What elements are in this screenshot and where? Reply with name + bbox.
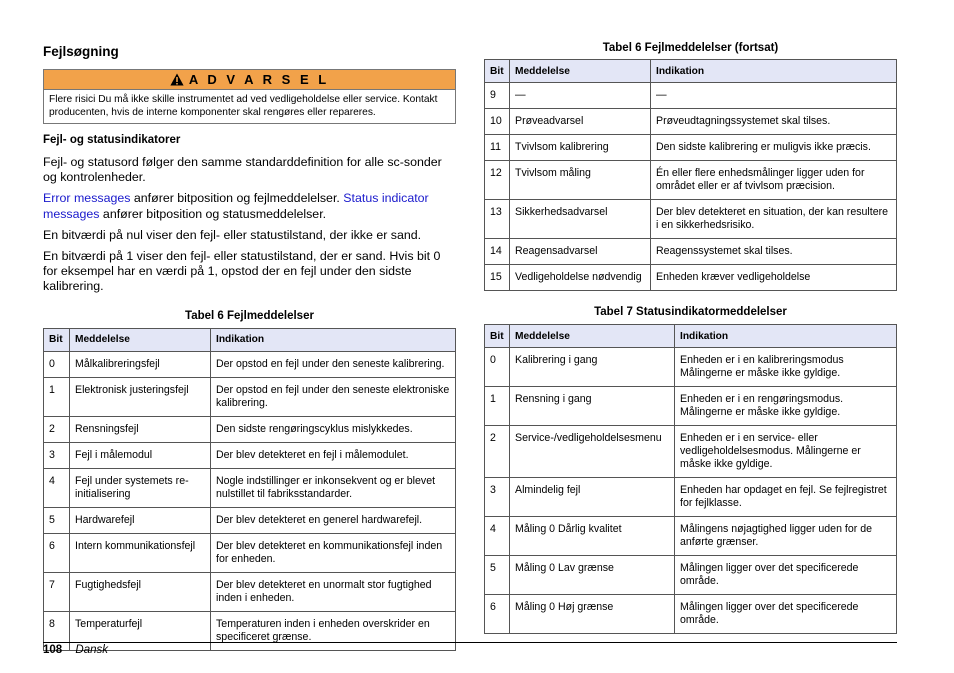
cell-bit: 12 bbox=[485, 161, 510, 200]
table-row bbox=[485, 239, 897, 265]
cell-bit: 13 bbox=[485, 200, 510, 239]
table7 bbox=[484, 324, 897, 634]
warning-triangle-icon bbox=[170, 73, 184, 86]
cell-bit: 6 bbox=[44, 533, 70, 572]
paragraph-1: Fejl- og statusord følger den samme standarddefinition for alle sc-sonder og kontrolenheder. bbox=[43, 155, 442, 185]
cell-message: Fejl under systemets re-initialisering bbox=[70, 468, 211, 507]
footer-language: Dansk bbox=[75, 644, 108, 656]
cell-bit: 1 bbox=[485, 387, 510, 426]
cell-message: Tvivlsom kalibrering bbox=[510, 135, 651, 161]
cell-bit: 3 bbox=[44, 442, 70, 468]
cell-message: Måling 0 Høj grænse bbox=[510, 595, 675, 634]
cell-indication: Nogle indstillinger er inkonsekvent og er blevet nulstillet til fabriksstandarder. bbox=[211, 468, 456, 507]
paragraph-2-mid: anfører bitposition og fejlmeddelelser. bbox=[130, 191, 344, 206]
cell-indication: Reagenssystemet skal tilses. bbox=[651, 239, 897, 265]
table-row bbox=[485, 109, 897, 135]
cell-indication: Én eller flere enhedsmålinger ligger uden for området eller er af tvivlsom præcision. bbox=[651, 161, 897, 200]
table-row bbox=[44, 377, 456, 416]
cell-indication: Den sidste rengøringscyklus mislykkedes. bbox=[211, 416, 456, 442]
cell-message: Intern kommunikationsfejl bbox=[70, 533, 211, 572]
header-indication: Indikation bbox=[651, 60, 897, 83]
paragraph-4: En bitværdi på 1 viser den fejl- eller statustilstand, der er sand. Hvis bit 0 for eksempel har en værdi på 1, opstod der en fejl under den sidste kalibrering. bbox=[43, 249, 441, 294]
link-error-messages[interactable]: Error messages bbox=[43, 191, 131, 206]
table-row bbox=[485, 161, 897, 200]
header-indication: Indikation bbox=[211, 328, 456, 351]
header-indication: Indikation bbox=[675, 325, 897, 348]
cell-indication: Der blev detekteret en fejl i målemodulet. bbox=[211, 442, 456, 468]
header-bit: Bit bbox=[44, 328, 70, 351]
cell-bit: 5 bbox=[44, 507, 70, 533]
cell-indication: Der blev detekteret en unormalt stor fugtighed inden i enheden. bbox=[211, 572, 456, 611]
cell-bit: 4 bbox=[44, 468, 70, 507]
header-message: Meddelelse bbox=[510, 325, 675, 348]
table-row bbox=[44, 572, 456, 611]
cell-indication: Enheden kræver vedligeholdelse bbox=[651, 265, 897, 291]
cell-message: Vedligeholdelse nødvendig bbox=[510, 265, 651, 291]
page-footer bbox=[43, 644, 108, 656]
cell-indication: Målingen ligger over det specificerede område. bbox=[675, 556, 897, 595]
footer-divider bbox=[43, 642, 897, 643]
cell-message: Almindelig fejl bbox=[510, 478, 675, 517]
cell-bit: 3 bbox=[485, 478, 510, 517]
cell-indication: Enheden er i en service- eller vedligeholdelsesmodus. Målingerne er måske ikke gyldige. bbox=[675, 426, 897, 478]
cell-message: Måling 0 Lav grænse bbox=[510, 556, 675, 595]
cell-indication: Enheden er i en kalibreringsmodus Målingerne er måske ikke gyldige. bbox=[675, 348, 897, 387]
cell-indication: Prøveudtagningssystemet skal tilses. bbox=[651, 109, 897, 135]
section-heading: Fejlsøgning bbox=[43, 44, 119, 59]
paragraph-2-end: anfører bitposition og statusmeddelelser. bbox=[99, 206, 327, 221]
paragraph-2 bbox=[43, 191, 456, 221]
table-row bbox=[485, 426, 897, 478]
cell-bit: 11 bbox=[485, 135, 510, 161]
left-column bbox=[43, 44, 456, 651]
cell-indication: Den sidste kalibrering er muligvis ikke præcis. bbox=[651, 135, 897, 161]
cell-bit: 6 bbox=[485, 595, 510, 634]
cell-message: Fugtighedsfejl bbox=[70, 572, 211, 611]
cell-bit: 0 bbox=[485, 348, 510, 387]
table6-caption: Tabel 6 Fejlmeddelelser bbox=[185, 309, 314, 322]
table-header-row bbox=[485, 60, 897, 83]
table-row bbox=[485, 83, 897, 109]
cell-indication: Målingen ligger over det specificerede område. bbox=[675, 595, 897, 634]
cell-message: Prøveadvarsel bbox=[510, 109, 651, 135]
table-row bbox=[485, 556, 897, 595]
cell-bit: 2 bbox=[485, 426, 510, 478]
cell-indication: Enheden har opdaget en fejl. Se fejlregistret for fejlklasse. bbox=[675, 478, 897, 517]
header-bit: Bit bbox=[485, 325, 510, 348]
cell-indication: Enheden er i en rengøringsmodus. Målingerne er måske ikke gyldige. bbox=[675, 387, 897, 426]
cell-bit: 10 bbox=[485, 109, 510, 135]
table-row bbox=[44, 442, 456, 468]
table-row bbox=[44, 507, 456, 533]
table-header-row bbox=[485, 325, 897, 348]
table-row bbox=[485, 517, 897, 556]
cell-message: — bbox=[510, 83, 651, 109]
cell-bit: 2 bbox=[44, 416, 70, 442]
cell-message: Målkalibreringsfejl bbox=[70, 351, 211, 377]
right-column bbox=[484, 42, 897, 634]
cell-bit: 9 bbox=[485, 83, 510, 109]
cell-indication: Der opstod en fejl under den seneste kalibrering. bbox=[211, 351, 456, 377]
cell-message: Service-/vedligeholdelsesmenu bbox=[510, 426, 675, 478]
table6-continued bbox=[484, 59, 897, 291]
cell-message: Reagensadvarsel bbox=[510, 239, 651, 265]
cell-bit: 1 bbox=[44, 377, 70, 416]
cell-bit: 5 bbox=[485, 556, 510, 595]
table-row bbox=[485, 478, 897, 517]
cell-bit: 15 bbox=[485, 265, 510, 291]
table-row bbox=[485, 387, 897, 426]
table-row bbox=[44, 351, 456, 377]
header-message: Meddelelse bbox=[70, 328, 211, 351]
table-row bbox=[485, 135, 897, 161]
table-header-row bbox=[44, 328, 456, 351]
cell-bit: 0 bbox=[44, 351, 70, 377]
table-row bbox=[44, 468, 456, 507]
cell-bit: 8 bbox=[44, 611, 70, 650]
warning-text: Flere risici Du må ikke skille instrumentet ad ved vedligeholdelse eller service. Kontakt producenten, hvis de interne komponenter skal rengøres eller repareres. bbox=[49, 94, 438, 118]
warning-box bbox=[43, 69, 456, 124]
table-row bbox=[44, 533, 456, 572]
table-row bbox=[485, 200, 897, 239]
table-row bbox=[44, 416, 456, 442]
subheading: Fejl- og statusindikatorer bbox=[43, 134, 181, 146]
cell-indication: Temperaturen inden i enheden overskrider en specificeret grænse. bbox=[211, 611, 456, 650]
cell-indication: Der opstod en fejl under den seneste elektroniske kalibrering. bbox=[211, 377, 456, 416]
cell-message: Rensningsfejl bbox=[70, 416, 211, 442]
cell-indication: Der blev detekteret en situation, der kan resultere i en sikkerhedsrisiko. bbox=[651, 200, 897, 239]
table6-cont-caption: Tabel 6 Fejlmeddelelser (fortsat) bbox=[602, 42, 779, 54]
cell-message: Hardwarefejl bbox=[70, 507, 211, 533]
cell-message: Kalibrering i gang bbox=[510, 348, 675, 387]
header-message: Meddelelse bbox=[510, 60, 651, 83]
table-row bbox=[485, 265, 897, 291]
cell-indication: — bbox=[651, 83, 897, 109]
table-row bbox=[485, 595, 897, 634]
cell-message: Tvivlsom måling bbox=[510, 161, 651, 200]
page-number: 108 bbox=[43, 644, 63, 656]
table6 bbox=[43, 328, 456, 651]
cell-indication: Der blev detekteret en kommunikationsfejl inden for enheden. bbox=[211, 533, 456, 572]
cell-message: Måling 0 Dårlig kvalitet bbox=[510, 517, 675, 556]
link-status-indicator-messages[interactable]: Status indicator messages bbox=[43, 191, 429, 221]
cell-message: Elektronisk justeringsfejl bbox=[70, 377, 211, 416]
cell-indication: Der blev detekteret en generel hardwarefejl. bbox=[211, 507, 456, 533]
cell-indication: Målingens nøjagtighed ligger uden for de anførte grænser. bbox=[675, 517, 897, 556]
header-bit: Bit bbox=[485, 60, 510, 83]
table7-caption: Tabel 7 Statusindikatormeddelelser bbox=[594, 306, 787, 318]
cell-message: Rensning i gang bbox=[510, 387, 675, 426]
cell-bit: 7 bbox=[44, 572, 70, 611]
cell-bit: 14 bbox=[485, 239, 510, 265]
table-row bbox=[485, 348, 897, 387]
warning-title: A D V A R S E L bbox=[188, 72, 330, 87]
cell-message: Temperaturfejl bbox=[70, 611, 211, 650]
warning-header bbox=[44, 70, 455, 90]
paragraph-3: En bitværdi på nul viser den fejl- eller statustilstand, der ikke er sand. bbox=[43, 227, 422, 242]
cell-message: Fejl i målemodul bbox=[70, 442, 211, 468]
cell-bit: 4 bbox=[485, 517, 510, 556]
cell-message: Sikkerhedsadvarsel bbox=[510, 200, 651, 239]
